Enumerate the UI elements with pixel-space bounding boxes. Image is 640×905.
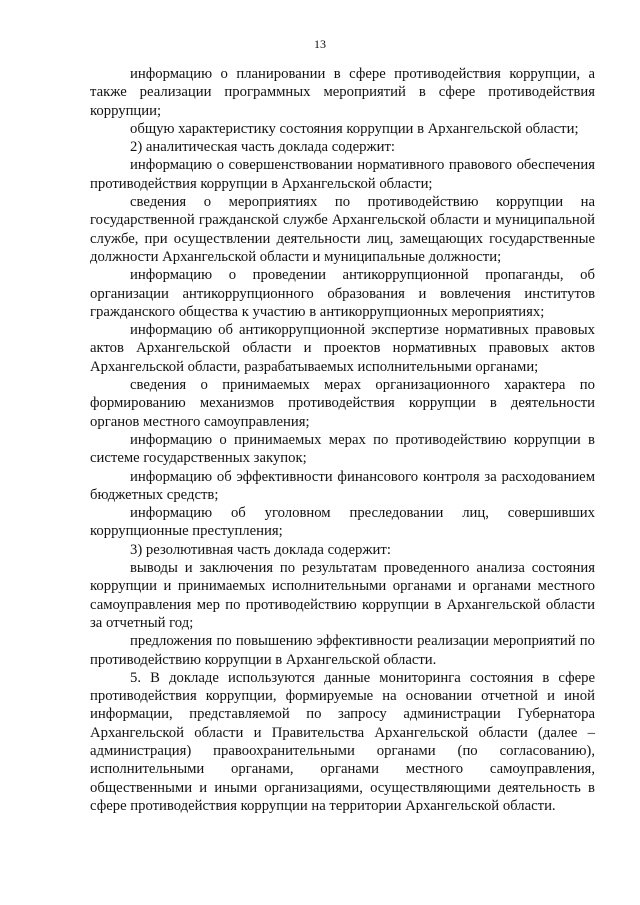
- paragraph-normative-improvement: информацию о совершенствовании нормативного правового обеспечения противодействия коррупции в Архангельской области;: [90, 157, 595, 192]
- paragraph-monitoring-data: 5. В докладе используются данные мониторинга состояния в сфере противодействия коррупции, формируемые на основании отчетной и иной информации, представляемой по запросу администрации Губернатора Архангельской области и Правительства Архангельской области (далее – администрация) правоохранительными органами (по согласованию), исполнительными органами, органами местного самоуправления, общественными и иными организациями, осуществляющими деятельность в сфере противодействия коррупции на территории Архангельской области.: [90, 669, 595, 814]
- paragraph-anticorruption-propaganda: информацию о проведении антикоррупционной пропаганды, об организации антикоррупционного образования и вовлечения институтов гражданского общества к участию в антикоррупционных мероприятиях;: [90, 267, 595, 320]
- paragraph-criminal-prosecution: информацию об уголовном преследовании лиц, совершивших коррупционные преступления;: [90, 505, 595, 540]
- paragraph-anticorruption-expertise: информацию об антикоррупционной экспертизе нормативных правовых актов Архангельской области и проектов нормативных правовых актов Архангельской области, разрабатываемых исполнительными органами;: [90, 322, 595, 375]
- paragraph-planning-info: информацию о планировании в сфере противодействия коррупции, а также реализации программных мероприятий в сфере противодействия коррупции;: [90, 66, 595, 119]
- paragraph-proposals: предложения по повышению эффективности реализации мероприятий по противодействию коррупции в Архангельской области.: [90, 633, 595, 668]
- paragraph-conclusions: выводы и заключения по результатам проведенного анализа состояния коррупции и принимаемых исполнительными органами и органами местного самоуправления мер по противодействию коррупции в Архангельской области за отчетный год;: [90, 560, 595, 631]
- paragraph-analytical-part-heading: 2) аналитическая часть доклада содержит:: [130, 139, 396, 156]
- paragraph-civil-service-measures: сведения о мероприятиях по противодействию коррупции на государственной гражданской службе Архангельской области и муниципальной службе, при осуществлении деятельности лиц, замещающих государственные должности Архангельской области и муниципальные должности;: [90, 194, 595, 265]
- paragraph-resolutive-part-heading: 3) резолютивная часть доклада содержит:: [130, 541, 391, 558]
- paragraph-financial-control: информацию об эффективности финансового контроля за расходованием бюджетных средств;: [90, 468, 595, 503]
- paragraph-local-government-measures: сведения о принимаемых мерах организационного характера по формированию механизмов противодействия коррупции в деятельности органов местного самоуправления;: [90, 377, 595, 430]
- paragraph-general-characteristics: общую характеристику состояния коррупции в Архангельской области;: [130, 120, 579, 137]
- document-body: [90, 65, 595, 815]
- page-number: 13: [314, 37, 326, 51]
- paragraph-procurement-measures: информацию о принимаемых мерах по противодействию коррупции в системе государственных закупок;: [90, 431, 595, 467]
